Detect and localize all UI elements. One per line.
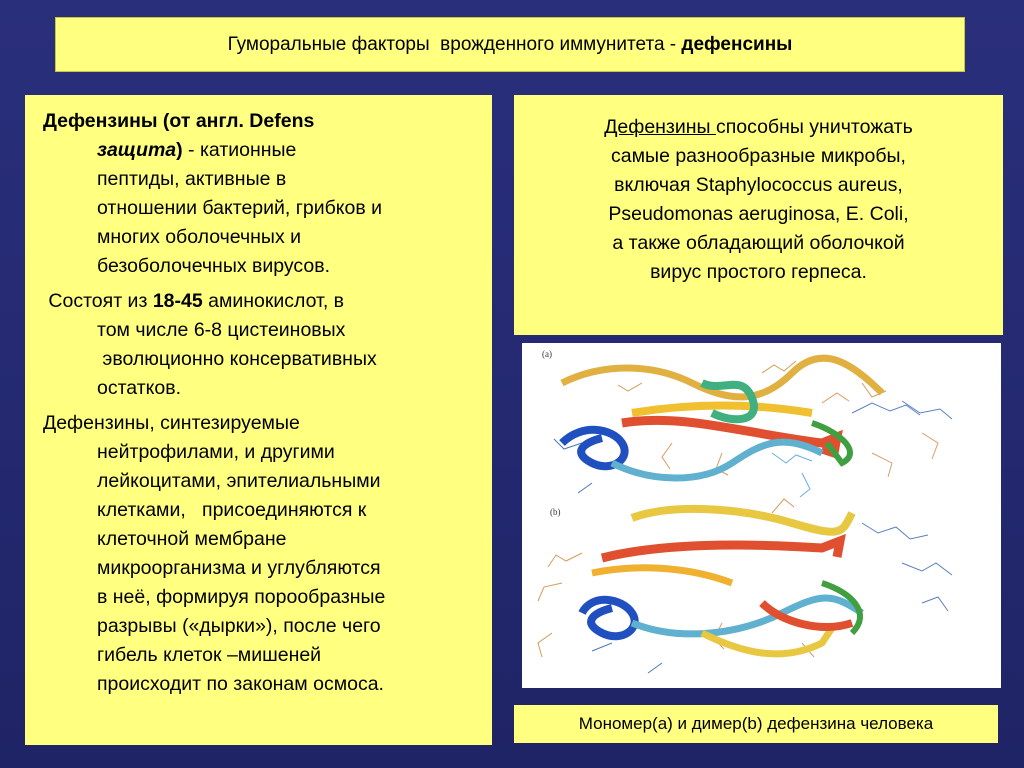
mechanism-line: в неё, формируя порообразные xyxy=(97,586,386,608)
composition-end: аминокислот, в xyxy=(202,290,345,312)
definition-line: безоболочечных вирусов. xyxy=(97,255,331,277)
image-caption: Мономер(a) и димер(b) дефензина человека xyxy=(514,705,998,743)
image-label-b: (b) xyxy=(550,507,561,517)
mechanism-line: нейтрофилами, и другими xyxy=(97,441,335,463)
defensin-structure-image xyxy=(522,343,1001,688)
definition-line: многих оболочечных и xyxy=(97,226,301,248)
paragraph-mechanism xyxy=(43,409,478,699)
right-text-line: включая Staphylococcus aureus, xyxy=(614,174,903,196)
mechanism-line: лейкоцитами, эпителиальными xyxy=(97,470,381,492)
slide-title xyxy=(55,17,965,72)
mechanism-line: клеточной мембране xyxy=(97,528,287,550)
mechanism-line: разрывы («дырки»), после чего xyxy=(97,615,381,637)
right-text-line: вирус простого герпеса. xyxy=(650,261,867,283)
image-label-a: (a) xyxy=(542,349,552,359)
definition-line: отношении бактерий, грибков и xyxy=(97,197,383,219)
protein-ribbon-illustration xyxy=(522,343,1001,688)
paragraph-composition xyxy=(43,287,478,403)
definition-rest: - катионные xyxy=(182,139,297,161)
right-text-line: а также обладающий оболочкой xyxy=(612,232,905,254)
right-text-panel xyxy=(514,95,1003,335)
left-text-panel xyxy=(25,95,492,745)
composition-bold: 18-45 xyxy=(152,290,203,312)
paragraph-definition xyxy=(43,107,478,281)
mechanism-line: происходит по законам осмоса. xyxy=(97,673,384,695)
definition-paren: ) xyxy=(176,139,183,161)
mechanism-first-line: Дефензины, синтезируемые xyxy=(43,412,300,434)
mechanism-line: клетками, присоединяются к xyxy=(97,499,367,521)
definition-line: пептиды, активные в xyxy=(97,168,287,190)
composition-line: остатков. xyxy=(97,377,182,399)
composition-start: Состоят из xyxy=(43,290,153,312)
definition-italic-word: защита xyxy=(97,139,177,161)
right-text-line: самые разнообразные микробы, xyxy=(611,145,906,167)
composition-line: эволюционно консервативных xyxy=(97,348,377,370)
title-prefix: Гуморальные факторы врожденного иммунитета - xyxy=(227,33,682,55)
right-first-rest: способны уничтожать xyxy=(715,116,913,138)
composition-line: том числе 6-8 цистеиновых xyxy=(97,319,346,341)
mechanism-line: микроорганизма и углубляются xyxy=(97,557,381,579)
right-underlined: Дефензины xyxy=(604,116,716,138)
title-bold: дефенсины xyxy=(681,33,793,55)
definition-heading: Дефензины (от англ. Defens xyxy=(43,110,315,132)
mechanism-line: гибель клеток –мишеней xyxy=(97,644,322,666)
right-text-line: Pseudomonas aeruginosa, E. Coli, xyxy=(608,203,909,225)
